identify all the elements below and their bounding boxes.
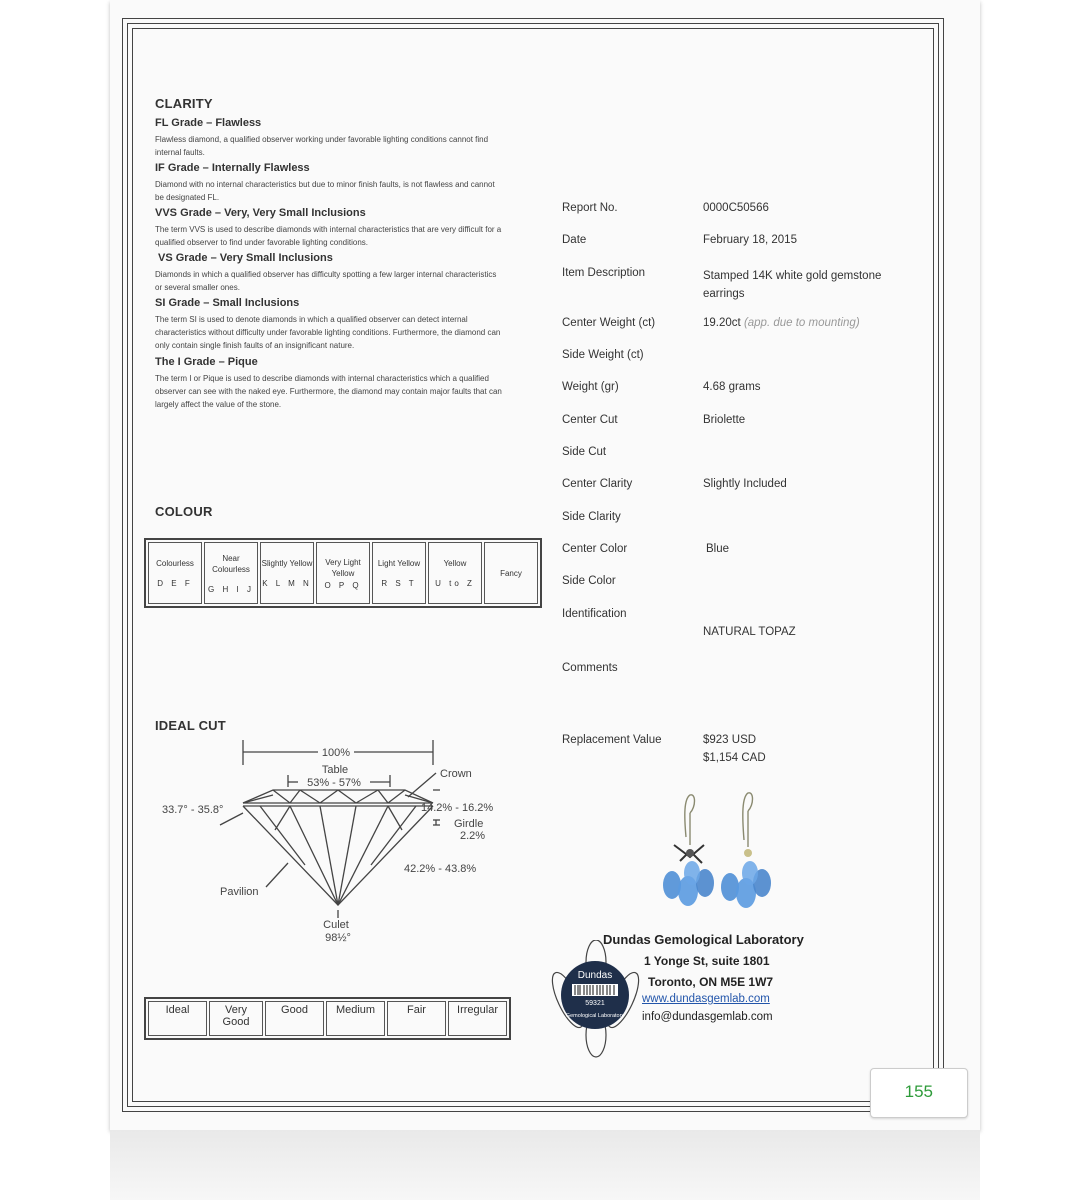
seal-top-text: Dundas: [577, 970, 613, 981]
cut-grade-cell: Good: [265, 1001, 324, 1036]
comments-label: Comments: [562, 662, 618, 674]
colour-cell: [372, 542, 426, 604]
label-culet: Culet: [323, 919, 349, 931]
colour-cell-grades: O P Q: [324, 580, 362, 590]
label-table: Table: [321, 764, 349, 776]
grade-vvs-desc: The term VVS is used to describe diamonds with internal characteristics that are very difficult for a qualified observer to find under favorable lighting conditions.: [155, 225, 502, 247]
earring-right: [721, 849, 771, 908]
side-weight-label: Side Weight (ct): [562, 349, 644, 361]
weight-gr-label: Weight (gr): [562, 381, 619, 393]
lab-name: Dundas Gemological Laboratory: [603, 932, 804, 947]
colour-cell-grades: R S T: [381, 579, 417, 588]
diamond-diagram: [140, 735, 520, 950]
colour-cell-grades: U to Z: [435, 579, 475, 588]
colour-cell-label: Colourless: [156, 559, 194, 568]
grade-vs-desc: Diamonds in which a qualified observer has difficulty spotting a few larger internal characteristics or several smaller ones.: [155, 270, 497, 292]
earring-left: [663, 845, 714, 906]
grade-fl-desc: Flawless diamond, a qualified observer working under favorable lighting conditions cannot find internal faults.: [155, 135, 489, 157]
page-number-badge: [870, 1068, 968, 1118]
grade-i-title: The I Grade – Pique: [155, 356, 258, 368]
report-no-label: Report No.: [562, 202, 618, 214]
center-weight-value: [703, 317, 860, 329]
colour-cell-grades: K L M N: [262, 579, 312, 588]
colour-cell: [428, 542, 482, 604]
replacement-value-usd: $923 USD: [703, 734, 757, 746]
label-crown-height: 14.2% - 16.2%: [421, 802, 494, 814]
cut-grade-cell: Irregular: [448, 1001, 507, 1036]
earrings-photo: [650, 785, 780, 915]
label-crown: Crown: [440, 768, 472, 780]
center-weight-label: Center Weight (ct): [562, 317, 656, 329]
date-label: Date: [562, 234, 587, 246]
side-cut-label: Side Cut: [562, 446, 607, 458]
replacement-value-cad: $1,154 CAD: [703, 752, 766, 764]
colour-cell-label: Near Colourless: [212, 553, 250, 574]
label-pavilion: Pavilion: [220, 886, 259, 898]
weight-gr-value: 4.68 grams: [703, 381, 761, 393]
identification-value: NATURAL TOPAZ: [703, 626, 796, 638]
clarity-heading: CLARITY: [155, 96, 213, 111]
colour-cell-label: Light Yellow: [377, 559, 421, 568]
label-pavilion-depth: 42.2% - 43.8%: [404, 863, 477, 875]
cut-grade-cell: Fair: [387, 1001, 446, 1036]
seal-bottom-text: Gemological Laboratory: [565, 1013, 625, 1019]
side-color-label: Side Color: [562, 575, 616, 587]
grade-if-title: IF Grade – Internally Flawless: [155, 162, 310, 174]
label-girdle: Girdle: [454, 818, 484, 830]
page-number: 155: [904, 1082, 933, 1101]
item-description-value: Stamped 14K white gold gemstone earrings: [703, 270, 882, 300]
sheet-bottom-edge: [110, 1130, 980, 1200]
center-weight-number: 19.20ct: [703, 317, 741, 329]
colour-cell: [260, 542, 314, 604]
cut-grade-cell: Ideal: [148, 1001, 207, 1036]
lab-email[interactable]: info@dundasgemlab.com: [642, 1011, 773, 1023]
colour-cell: [148, 542, 202, 604]
center-cut-label: Center Cut: [562, 414, 618, 426]
colour-cell-label: Slightly Yellow: [261, 559, 313, 568]
label-crown-angle: 33.7° - 35.8°: [162, 804, 224, 816]
date-value: February 18, 2015: [703, 234, 797, 246]
lab-address-line1: 1 Yonge St, suite 1801: [644, 954, 770, 968]
center-weight-note: (app. due to mounting): [743, 317, 860, 329]
label-culet-value: 98½°: [325, 932, 351, 944]
cut-grade-cell: Medium: [326, 1001, 385, 1036]
colour-heading: COLOUR: [155, 504, 213, 519]
grade-vs-title: VS Grade – Very Small Inclusions: [158, 252, 333, 264]
grade-i-desc: The term I or Pique is used to describe diamonds with internal characteristics which a qualified observer can see with the naked eye. Furthermore, the diamond may contain major faults that can largely affect the value of the stone.: [155, 374, 502, 409]
lab-website-link[interactable]: www.dundasgemlab.com: [642, 993, 770, 1005]
cut-grade-cell: Very Good: [209, 1001, 263, 1036]
ideal-cut-heading: IDEAL CUT: [155, 718, 226, 733]
lab-address-line2: Toronto, ON M5E 1W7: [648, 975, 774, 989]
colour-cell-label: Very Light Yellow: [325, 557, 361, 578]
identification-label: Identification: [562, 608, 627, 620]
grade-if-desc: Diamond with no internal characteristics but due to minor finish faults, is not flawless and cannot be designated FL.: [155, 180, 495, 202]
cut-grade-table: [144, 997, 511, 1040]
grade-vvs-title: VVS Grade – Very, Very Small Inclusions: [155, 207, 366, 219]
colour-scale-table: [144, 538, 542, 608]
report-no-value: 0000C50566: [703, 202, 769, 214]
label-table-range: 53% - 57%: [307, 777, 361, 789]
colour-cell-label: Yellow: [443, 559, 467, 568]
center-clarity-label: Center Clarity: [562, 478, 633, 490]
center-color-label: Center Color: [562, 543, 628, 555]
item-description-label: Item Description: [562, 267, 646, 279]
colour-cell-label: Fancy: [500, 568, 522, 578]
center-color-value: Blue: [706, 543, 730, 555]
seal-barcode: [572, 984, 618, 996]
colour-cell: [204, 542, 258, 604]
seal-number: 59321: [585, 1000, 605, 1007]
colour-cell: [316, 542, 370, 604]
grade-si-desc: The term SI is used to denote diamonds in which a qualified observer can detect internal characteristics without difficulty under favorable lighting conditions. Furthermore, the diamond can only contain single finish faults of an insignificant nature.: [155, 315, 501, 350]
colour-cell-grades: D E F: [157, 579, 193, 588]
grade-si-title: SI Grade – Small Inclusions: [155, 297, 300, 309]
replacement-value-label: Replacement Value: [562, 734, 662, 746]
grade-fl-title: FL Grade – Flawless: [155, 117, 262, 129]
earring-hooks: [685, 793, 753, 847]
label-total-width: 100%: [321, 747, 351, 759]
lab-seal: [548, 940, 643, 1058]
colour-cell-grades: G H I J: [208, 584, 254, 594]
center-cut-value: Briolette: [703, 414, 746, 426]
label-girdle-pct: 2.2%: [460, 830, 486, 842]
center-clarity-value: Slightly Included: [703, 478, 787, 490]
side-clarity-label: Side Clarity: [562, 511, 621, 523]
colour-cell: [484, 542, 538, 604]
